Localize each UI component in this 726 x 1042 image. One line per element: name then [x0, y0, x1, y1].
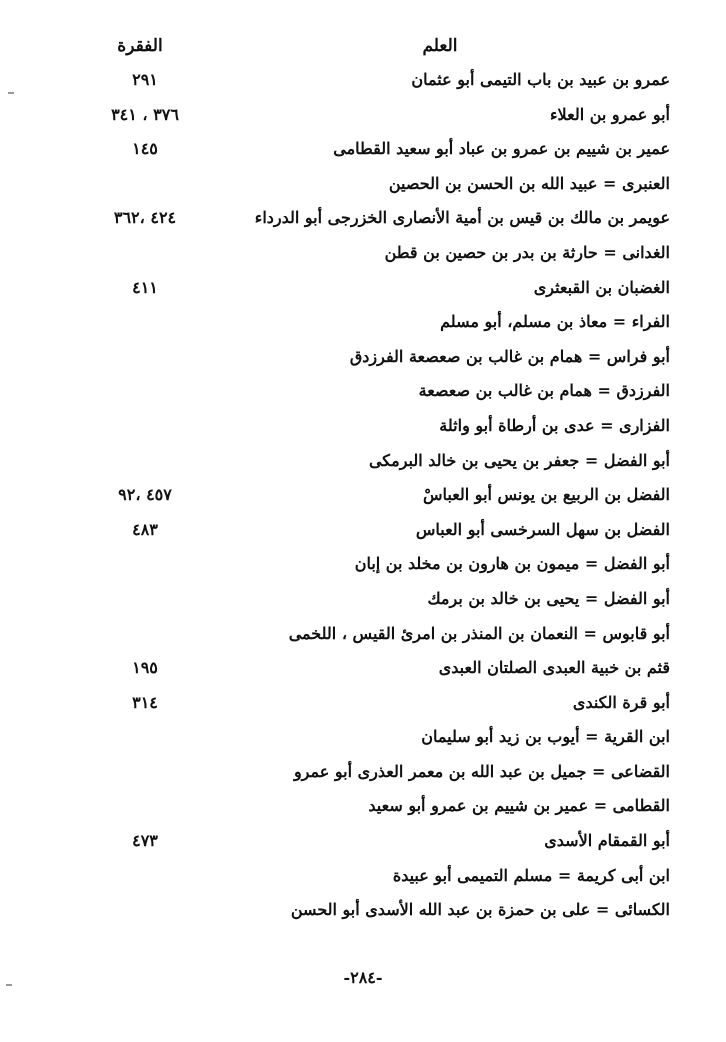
- index-row: [0, 101, 726, 136]
- entry-name: عويمر بن مالك بن قيس بن أمية الأنصارى الخزرجى أبو الدرداء: [254, 208, 670, 228]
- index-row: [0, 308, 726, 343]
- index-row: [0, 343, 726, 378]
- entry-name: عمير بن شييم بن عمرو بن عباد أبو سعيد القطامى: [333, 139, 670, 159]
- entry-name: الفضل بن سهل السرخسى أبو العباس: [415, 519, 670, 539]
- entry-name: الغدانى = حارثة بن بدر بن حصين بن قطن: [384, 242, 670, 262]
- index-row: [0, 862, 726, 897]
- entry-name: عمرو بن عبيد بن باب التيمى أبو عثمان: [411, 70, 670, 89]
- index-row: [0, 377, 726, 412]
- entry-name: أبو الفضل = ميمون بن هارون بن مخلد بن إبان: [354, 554, 670, 574]
- index-row: [0, 827, 726, 862]
- entry-paragraph: ٤٨٣: [132, 519, 158, 539]
- index-row: [0, 239, 726, 274]
- index-row: [0, 516, 726, 551]
- index-row: [0, 481, 726, 516]
- index-row: [0, 792, 726, 827]
- header-paragraph-column: الفقرة: [117, 36, 163, 56]
- index-row: [0, 66, 726, 101]
- index-row: [0, 585, 726, 620]
- entry-name: أبو قرة الكندى: [572, 692, 670, 712]
- entry-paragraph: ١٤٥: [132, 139, 158, 159]
- entry-paragraph: ١٩٥: [132, 658, 158, 678]
- entry-paragraph: ٤٥٧ ،٩٢: [118, 485, 172, 505]
- entry-name: أبو قابوس = النعمان بن المنذر بن امرئ القيس ، اللخمى: [288, 623, 670, 643]
- entry-name: العنبرى = عبيد الله بن الحسن بن الحصين: [388, 173, 670, 193]
- entry-name: الفضل بن الربيع بن يونس أبو العباسْ: [422, 485, 670, 505]
- index-entries: [0, 66, 726, 931]
- index-row: [0, 550, 726, 585]
- entry-paragraph: ٤١١: [132, 277, 158, 297]
- entry-name: أبو فراس = همام بن غالب بن صعصعة الفرزدق: [349, 346, 670, 366]
- entry-name: الغضبان بن القبعثرى: [533, 277, 670, 297]
- index-row: [0, 170, 726, 205]
- index-row: [0, 204, 726, 239]
- entry-name: ابن أبى كريمة = مسلم التميمى أبو عبيدة: [392, 865, 670, 885]
- entry-name: ابن القرية = أيوب بن زيد أبو سليمان: [421, 727, 670, 747]
- entry-name: الفراء = معاذ بن مسلم، أبو مسلم: [440, 312, 670, 332]
- header-name-column: العلم: [422, 36, 458, 56]
- entry-name: الفزارى = عدى بن أرطاة أبو واثلة: [439, 415, 670, 435]
- entry-paragraph: ٣١٤: [132, 692, 158, 712]
- index-row: [0, 135, 726, 170]
- entry-name: القضاعى = جميل بن عبد الله بن معمر العذرى أبو عمرو: [293, 761, 670, 781]
- index-row: [0, 723, 726, 758]
- index-row: [0, 654, 726, 689]
- index-row: [0, 274, 726, 309]
- index-row: [0, 896, 726, 931]
- entry-paragraph: ٤٧٣: [132, 831, 158, 851]
- entry-name: أبو عمرو بن العلاء: [550, 104, 670, 124]
- index-row: [0, 758, 726, 793]
- entry-name: الكسائى = على بن حمزة بن عبد الله الأسدى أبو الحسن: [290, 900, 670, 920]
- entry-paragraph: ٤٢٤ ،٣٦٢: [113, 208, 177, 228]
- page-number: -٢٨٤-: [343, 968, 383, 987]
- scan-margin-mark: [8, 92, 14, 94]
- entry-paragraph: ٢٩١: [132, 70, 158, 89]
- index-row: [0, 447, 726, 482]
- index-row: [0, 620, 726, 655]
- entry-name: أبو القمقام الأسدى: [544, 831, 670, 851]
- entry-paragraph: ٣٧٦ ، ٣٤١: [111, 104, 179, 124]
- index-row: [0, 412, 726, 447]
- entry-name: قثم بن خبية العبدى الصلتان العبدى: [438, 658, 670, 678]
- entry-name: الفرزدق = همام بن غالب بن صعصعة: [418, 381, 670, 401]
- scan-margin-mark: [6, 984, 12, 986]
- entry-name: أبو الفضل = جعفر بن يحيى بن خالد البرمكى: [368, 450, 670, 470]
- index-row: [0, 689, 726, 724]
- entry-name: القطامى = عمير بن شييم بن عمرو أبو سعيد: [368, 796, 670, 816]
- entry-name: أبو الفضل = يحيى بن خالد بن برمك: [427, 588, 670, 608]
